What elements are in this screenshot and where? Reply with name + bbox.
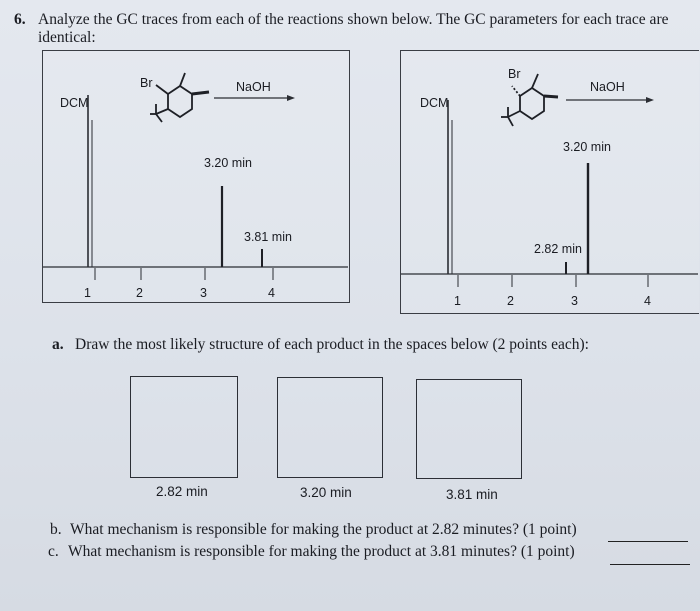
left-tick-label-3: 3 <box>200 286 207 300</box>
part-c-text: What mechanism is responsible for making the product at 3.81 minutes? (1 point) <box>68 543 575 560</box>
question-prompt: Analyze the GC traces from each of the reactions shown below. The GC parameters for each trace are identical: <box>38 11 669 46</box>
right-substituent-label: Br <box>508 67 521 81</box>
part-a-letter: a. <box>52 336 64 353</box>
box-label-282: 2.82 min <box>156 484 208 499</box>
left-tick-label-2: 2 <box>136 286 143 300</box>
left-peak-320-label: 3.20 min <box>204 156 252 170</box>
right-tick-label-1: 1 <box>454 294 461 308</box>
left-substituent-label: Br <box>140 76 153 90</box>
answer-box-282[interactable] <box>130 376 238 478</box>
part-c-answer-line[interactable] <box>610 564 690 565</box>
part-b-text: What mechanism is responsible for making the product at 2.82 minutes? (1 point) <box>70 521 577 538</box>
right-tick-label-4: 4 <box>644 294 651 308</box>
right-reagent-label: NaOH <box>590 80 625 94</box>
right-tick-label-3: 3 <box>571 294 578 308</box>
left-peak-381-label: 3.81 min <box>244 230 292 244</box>
answer-box-381[interactable] <box>416 379 522 479</box>
left-tick-label-1: 1 <box>84 286 91 300</box>
left-tick-label-4: 4 <box>268 286 275 300</box>
right-peak-282-label: 2.82 min <box>534 242 582 256</box>
part-b-answer-line[interactable] <box>608 541 688 542</box>
answer-box-320[interactable] <box>277 377 383 478</box>
part-b-letter: b. <box>50 521 62 538</box>
right-molecule <box>501 74 558 126</box>
left-solvent-label: DCM <box>60 96 89 110</box>
part-a-text: Draw the most likely structure of each product in the spaces below (2 points each): <box>75 336 589 353</box>
box-label-320: 3.20 min <box>300 485 352 500</box>
right-peak-320-label: 3.20 min <box>563 140 611 154</box>
box-label-381: 3.81 min <box>446 487 498 502</box>
left-reagent-label: NaOH <box>236 80 271 94</box>
right-tick-label-2: 2 <box>507 294 514 308</box>
right-solvent-label: DCM <box>420 96 449 110</box>
question-number: 6. <box>14 11 26 28</box>
right-arrow-head <box>646 97 654 103</box>
part-c-letter: c. <box>48 543 59 560</box>
